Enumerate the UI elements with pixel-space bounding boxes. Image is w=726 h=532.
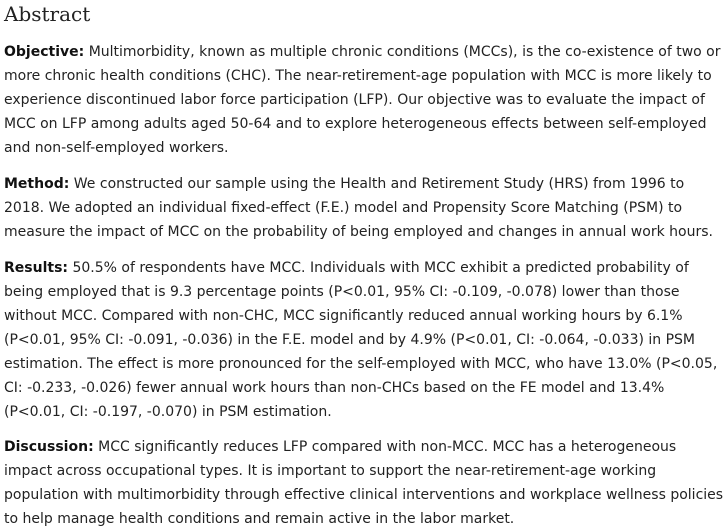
method-label: Method: — [4, 176, 70, 192]
discussion-paragraph — [4, 435, 724, 531]
method-text: We constructed our sample using the Health and Retirement Study (HRS) from 1996 to 2018. We adopted an individual fixed-effect (F.E.) model and Propensity Score Matching (PSM) to measure the impact of MCC on the probability of being employed and changes in annual work hours. — [4, 176, 713, 240]
objective-label: Objective: — [4, 44, 85, 60]
results-label: Results: — [4, 260, 68, 276]
results-paragraph — [4, 256, 724, 424]
results-text: 50.5% of respondents have MCC. Individuals with MCC exhibit a predicted probability of being employed that is 9.3 percentage points (P<0.01, 95% CI: -0.109, -0.078) lower than those without MCC. Compared with non-CHC, MCC significantly reduced annual working hours by 6.1% (P<0.01, 95% CI: -0.091, -0.036) in the F.E. model and by 4.9% (P<0.01, CI: -0.064, -0.033) in PSM estimation. The effect is more pronounced for the self-employed with MCC, who have 13.0% (P<0.05, CI: -0.233, -0.026) fewer annual work hours than non-CHCs based on the FE model and 13.4% (P<0.01, CI: -0.197, -0.070) in PSM estimation. — [4, 260, 718, 420]
abstract-heading: Abstract — [4, 2, 91, 26]
objective-paragraph — [4, 40, 724, 160]
method-paragraph — [4, 172, 724, 244]
discussion-text: MCC significantly reduces LFP compared with non-MCC. MCC has a heterogeneous impact across occupational types. It is important to support the near-retirement-age working population with multimorbidity through effective clinical interventions and workplace wellness policies to help manage health conditions and remain active in the labor market. — [4, 439, 724, 527]
discussion-label: Discussion: — [4, 439, 94, 455]
objective-text: Multimorbidity, known as multiple chronic conditions (MCCs), is the co-existence of two or more chronic health conditions (CHC). The near-retirement-age population with MCC is more likely to experience discontinued labor force participation (LFP). Our objective was to evaluate the impact of MCC on LFP among adults aged 50-64 and to explore heterogeneous effects between self-employed and non-self-employed workers. — [4, 44, 721, 156]
